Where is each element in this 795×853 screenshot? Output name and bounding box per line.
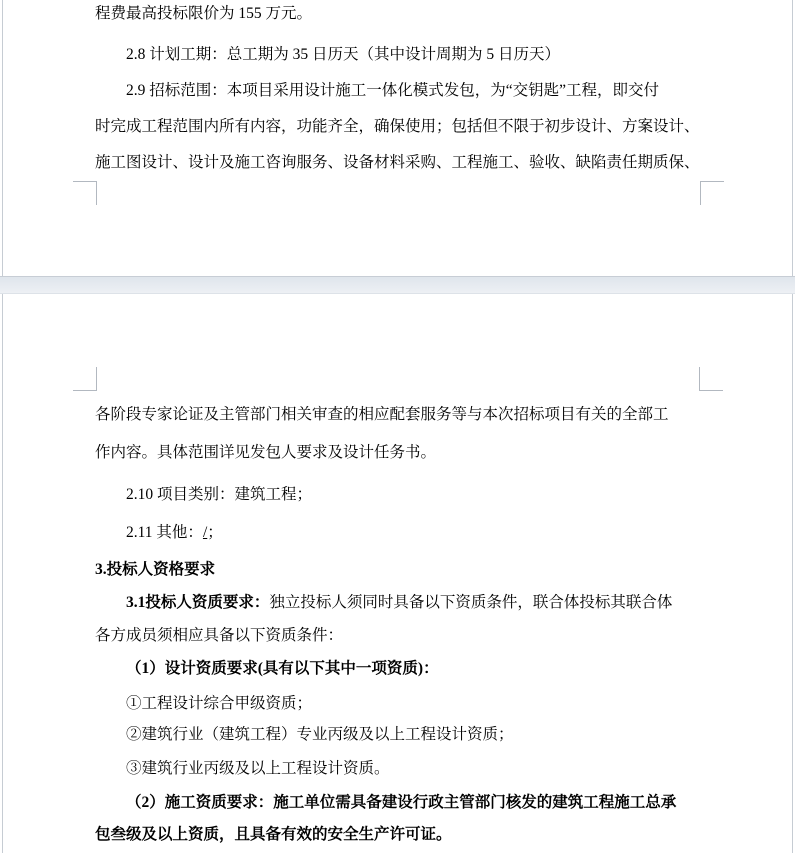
page2-right-edge (792, 294, 793, 853)
text-segment: ②建筑行业（建筑工程）专业丙级及以上工程设计资质； (126, 726, 514, 743)
underlined-placeholder-value: / (202, 524, 208, 541)
page2-left-edge (2, 294, 3, 853)
text-segment: 施工图设计、设计及施工咨询服务、设备材料采购、工程施工、验收、缺陷责任期质保、 (95, 154, 700, 171)
text-segment: （1）设计资质要求(具有以下其中一项资质)： (126, 660, 439, 677)
text-segment: 程费最高投标限价为 155 万元。 (95, 5, 313, 22)
text-segment: 独立投标人须同时具备以下资质条件，联合体投标其联合体 (269, 594, 673, 611)
text-segment: 3.1投标人资质要求： (126, 594, 270, 611)
text-segment: 3.投标人资格要求 (95, 561, 216, 578)
text-line[interactable] (126, 593, 672, 613)
text-line[interactable] (95, 405, 669, 425)
page1-right-edge (792, 0, 793, 276)
margin-corner-mark-bottom-right (700, 181, 724, 205)
text-segment: 2.9 招标范围：本项目采用设计施工一体化模式发包，为“交钥匙”工程，即交付 (126, 82, 660, 99)
document-page-1[interactable] (0, 0, 795, 276)
text-line[interactable] (95, 117, 700, 137)
text-line[interactable] (126, 725, 514, 745)
text-line[interactable] (126, 45, 560, 65)
text-segment: 包叁级及以上资质，且具备有效的安全生产许可证。 (95, 826, 452, 843)
text-segment: ③建筑行业丙级及以上工程设计资质。 (126, 760, 390, 777)
text-segment: 2.8 计划工期：总工期为 35 日历天（其中设计周期为 5 日历天） (126, 46, 561, 63)
text-line[interactable] (95, 4, 312, 24)
text-line[interactable] (95, 825, 452, 845)
text-segment: 各方成员须相应具备以下资质条件： (95, 627, 344, 644)
text-line[interactable] (126, 485, 312, 505)
text-segment: 2.11 其他： (126, 524, 203, 541)
text-segment: 作内容。具体范围详见发包人要求及设计任务书。 (95, 444, 437, 461)
text-line[interactable] (95, 153, 700, 173)
text-segment: 各阶段专家论证及主管部门相关审查的相应配套服务等与本次招标项目有关的全部工 (95, 406, 669, 423)
margin-corner-mark-top-right (699, 367, 723, 391)
text-segment: ①工程设计综合甲级资质； (126, 695, 313, 712)
margin-corner-mark-top-left (73, 367, 97, 391)
text-line[interactable] (126, 759, 390, 779)
text-segment: （2）施工资质要求：施工单位需具备建设行政主管部门核发的建筑工程施工总承 (126, 794, 677, 811)
text-line[interactable] (126, 694, 312, 714)
document-page-2[interactable] (0, 294, 795, 853)
text-line[interactable] (126, 523, 223, 543)
margin-corner-mark-bottom-left (73, 181, 97, 205)
text-segment: 时完成工程范围内所有内容，功能齐全，确保使用；包括但不限于初步设计、方案设计、 (95, 118, 700, 135)
text-line[interactable] (95, 443, 436, 463)
text-line[interactable] (126, 659, 439, 679)
text-line[interactable] (126, 81, 659, 101)
text-line[interactable] (95, 626, 343, 646)
text-segment: 2.10 项目类别：建筑工程； (126, 486, 313, 503)
text-line[interactable] (95, 560, 215, 580)
text-segment: ； (207, 524, 223, 541)
text-line[interactable] (126, 793, 676, 813)
page-break-gap (0, 276, 795, 294)
page1-left-edge (2, 0, 3, 276)
